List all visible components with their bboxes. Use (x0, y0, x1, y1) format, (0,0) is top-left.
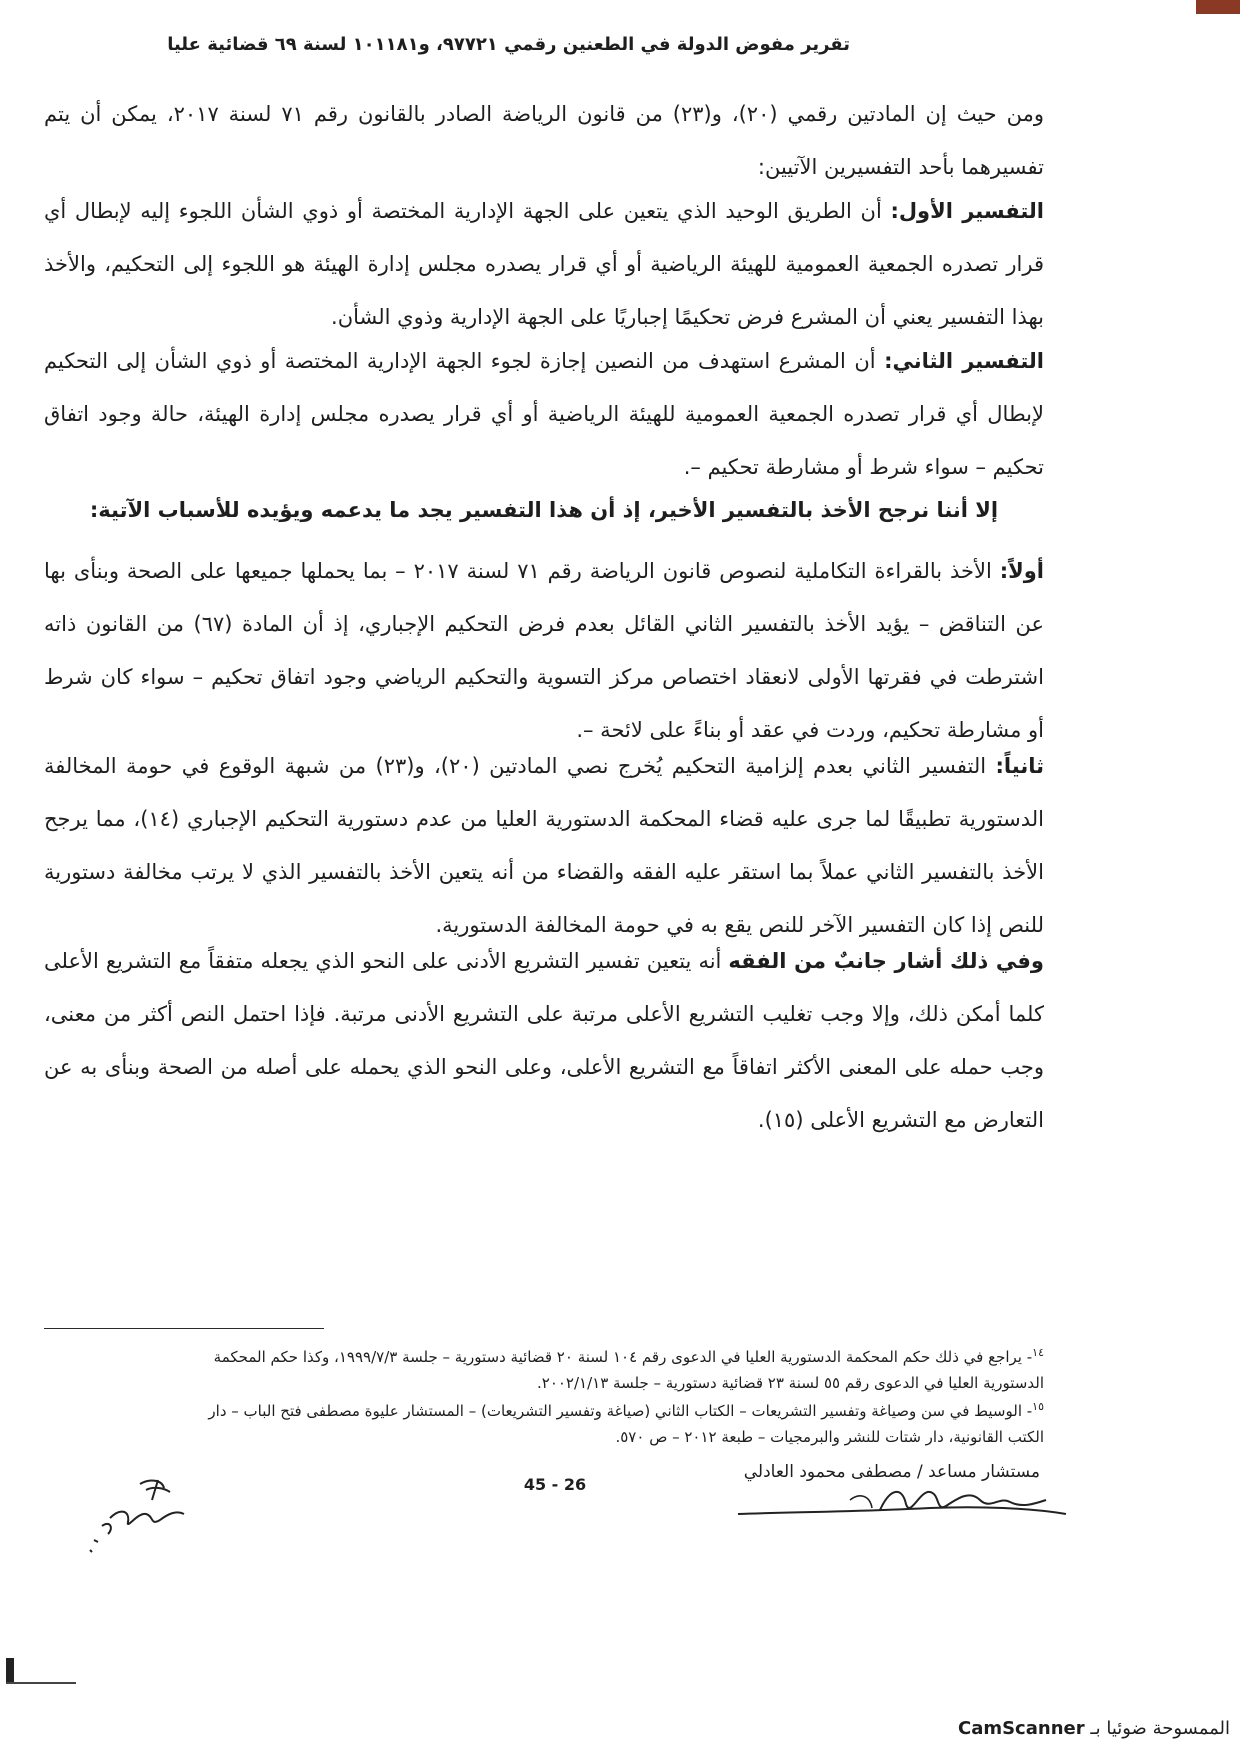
footnote-number: ١٤ (1032, 1346, 1044, 1359)
footnote-separator (44, 1328, 324, 1329)
scanner-brand: CamScanner (957, 1718, 1085, 1739)
paragraph-lead: ثانياً: (995, 754, 1044, 778)
paragraph-text: الأخذ بالقراءة التكاملية لنصوص قانون الرياضة رقم ٧١ لسنة ٢٠١٧ – بما يحملها جميعها على الصحة وبنأى بها عن التناقض – يؤيد الأخذ بالتفسير الثاني القائل بعدم فرض التحكيم الإجباري، إذ أن المادة (٦٧) من القانون ذاته اشترطت في فقرتها الأولى لانعقاد اختصاص مركز التسوية والتحكيم الرياضي وجود اتفاق تحكيم – سواء كان شرط أو مشارطة تحكيم، وردت في عقد أو بناءً على لائحة –. (44, 559, 1044, 742)
footnote-text: - الوسيط في سن وصياغة وتفسير التشريعات – الكتاب الثاني (صياغة وتفسير التشريعات) – المستشار عليوة مصطفى فتح الباب – دار (208, 1402, 1033, 1420)
paragraph-first-reason (44, 545, 1044, 757)
scanner-prefix: الممسوحة ضوئيا بـ (1090, 1718, 1230, 1739)
paragraph-preference (44, 484, 1044, 537)
footnote-line (44, 1394, 1044, 1424)
paragraph-intro (44, 88, 1044, 194)
scan-edge-mark (6, 1658, 14, 1682)
paragraph-text: التفسير الثاني بعدم إلزامية التحكيم يُخرج نصي المادتين (٢٠)، و(٢٣) من شبهة الوقوع في حومة المخالفة الدستورية تطبيقًا لما جرى عليه قضاء المحكمة الدستورية العليا من عدم دستورية التحكيم الإجباري (١٤)، مما يرجح الأخذ بالتفسير الثاني عملاً بما استقر عليه الفقه والقضاء من أنه يتعين الأخذ بالتفسير الذي لا يرتب مخالفة دستورية للنص إذا كان التفسير الآخر للنص يقع به في حومة المخالفة الدستورية. (44, 754, 1045, 937)
footnote-number: ١٥ (1032, 1400, 1044, 1413)
paragraph-text: أن المشرع استهدف من النصين إجازة لجوء الجهة الإدارية المختصة أو ذوي الشأن إلى التحكيم لإبطال أي قرار تصدره الجمعية العمومية للهيئة الرياضية أو أي قرار يصدره مجلس إدارة الهيئة، حالة وجود اتفاق تحكيم – سواء شرط أو مشارطة تحكيم –. (44, 349, 1044, 479)
signature-left-icon (80, 1470, 190, 1560)
paragraph-first-interpretation (44, 185, 1044, 344)
paragraph-text: ومن حيث إن المادتين رقمي (٢٠)، و(٢٣) من قانون الرياضة الصادر بالقانون رقم ٧١ لسنة ٢٠١٧، يمكن أن يتم تفسيرهما بأحد التفسيرين الآتيين: (44, 102, 1044, 179)
scan-corner-mark (1196, 0, 1240, 14)
paragraph-lead: التفسير الثاني: (884, 349, 1044, 373)
footnote-line: الكتب القانونية، دار شتات للنشر والبرمجيات – طبعة ٢٠١٢ – ص ٥٧٠. (615, 1428, 1044, 1446)
paragraph-jurisprudence (44, 935, 1044, 1147)
signature-right-icon (730, 1478, 1070, 1538)
scan-edge-line (6, 1682, 76, 1684)
page-number: 45 - 26 (523, 1475, 587, 1494)
paragraph-second-interpretation (44, 335, 1044, 494)
footnote-line: الدستورية العليا في الدعوى رقم ٥٥ لسنة ٢٣ قضائية دستورية – جلسة ٢٠٠٢/١/١٣. (536, 1374, 1044, 1392)
footnote-15 (44, 1394, 1044, 1450)
paragraph-lead: أولاً: (999, 559, 1044, 583)
paragraph-text: أنه يتعين تفسير التشريع الأدنى على النحو الذي يجعله متفقاً مع التشريع الأعلى كلما أمكن ذلك، وإلا وجب تغليب التشريع الأعلى مرتبة على التشريع الأدنى مرتبة. فإذا احتمل النص أكثر من معنى، وجب حمله على المعنى الأكثر اتفاقاً مع التشريع الأعلى، وعلى النحو الذي يحمله على أصله من الصحة وبنأى به عن التعارض مع التشريع الأعلى (١٥). (44, 949, 1044, 1132)
paragraph-text: أن الطريق الوحيد الذي يتعين على الجهة الإدارية المختصة أو ذوي الشأن اللجوء إليه لإبطال أي قرار تصدره الجمعية العمومية للهيئة الرياضية أو أي قرار يصدره مجلس إدارة الهيئة هو اللجوء إلى التحكيم، والأخذ بهذا التفسير يعني أن المشرع فرض تحكيمًا إجباريًا على الجهة الإدارية وذوي الشأن. (44, 199, 1044, 329)
footnote-text: - يراجع في ذلك حكم المحكمة الدستورية العليا في الدعوى رقم ١٠٤ لسنة ٢٠ قضائية دستورية – جلسة ١٩٩٩/٧/٣، وكذا حكم المحكمة (213, 1348, 1033, 1366)
paragraph-second-reason (44, 740, 1044, 952)
signer-name: مستشار مساعد / مصطفى محمود العادلي (743, 1462, 1040, 1482)
paragraph-text: إلا أننا نرجح الأخذ بالتفسير الأخير، إذ أن هذا التفسير يجد ما يدعمه ويؤيده للأسباب الآتية: (89, 498, 999, 522)
scanner-watermark (940, 1718, 1230, 1739)
footnote-14 (44, 1340, 1044, 1396)
paragraph-lead: التفسير الأول: (890, 199, 1045, 223)
footnote-line (44, 1340, 1044, 1370)
page-header: تقرير مفوض الدولة في الطعنين رقمي ٩٧٧٢١، و١٠١١٨١ لسنة ٦٩ قضائية عليا (167, 34, 850, 55)
paragraph-lead: وفي ذلك أشار جانبٌ من الفقه (728, 949, 1044, 973)
